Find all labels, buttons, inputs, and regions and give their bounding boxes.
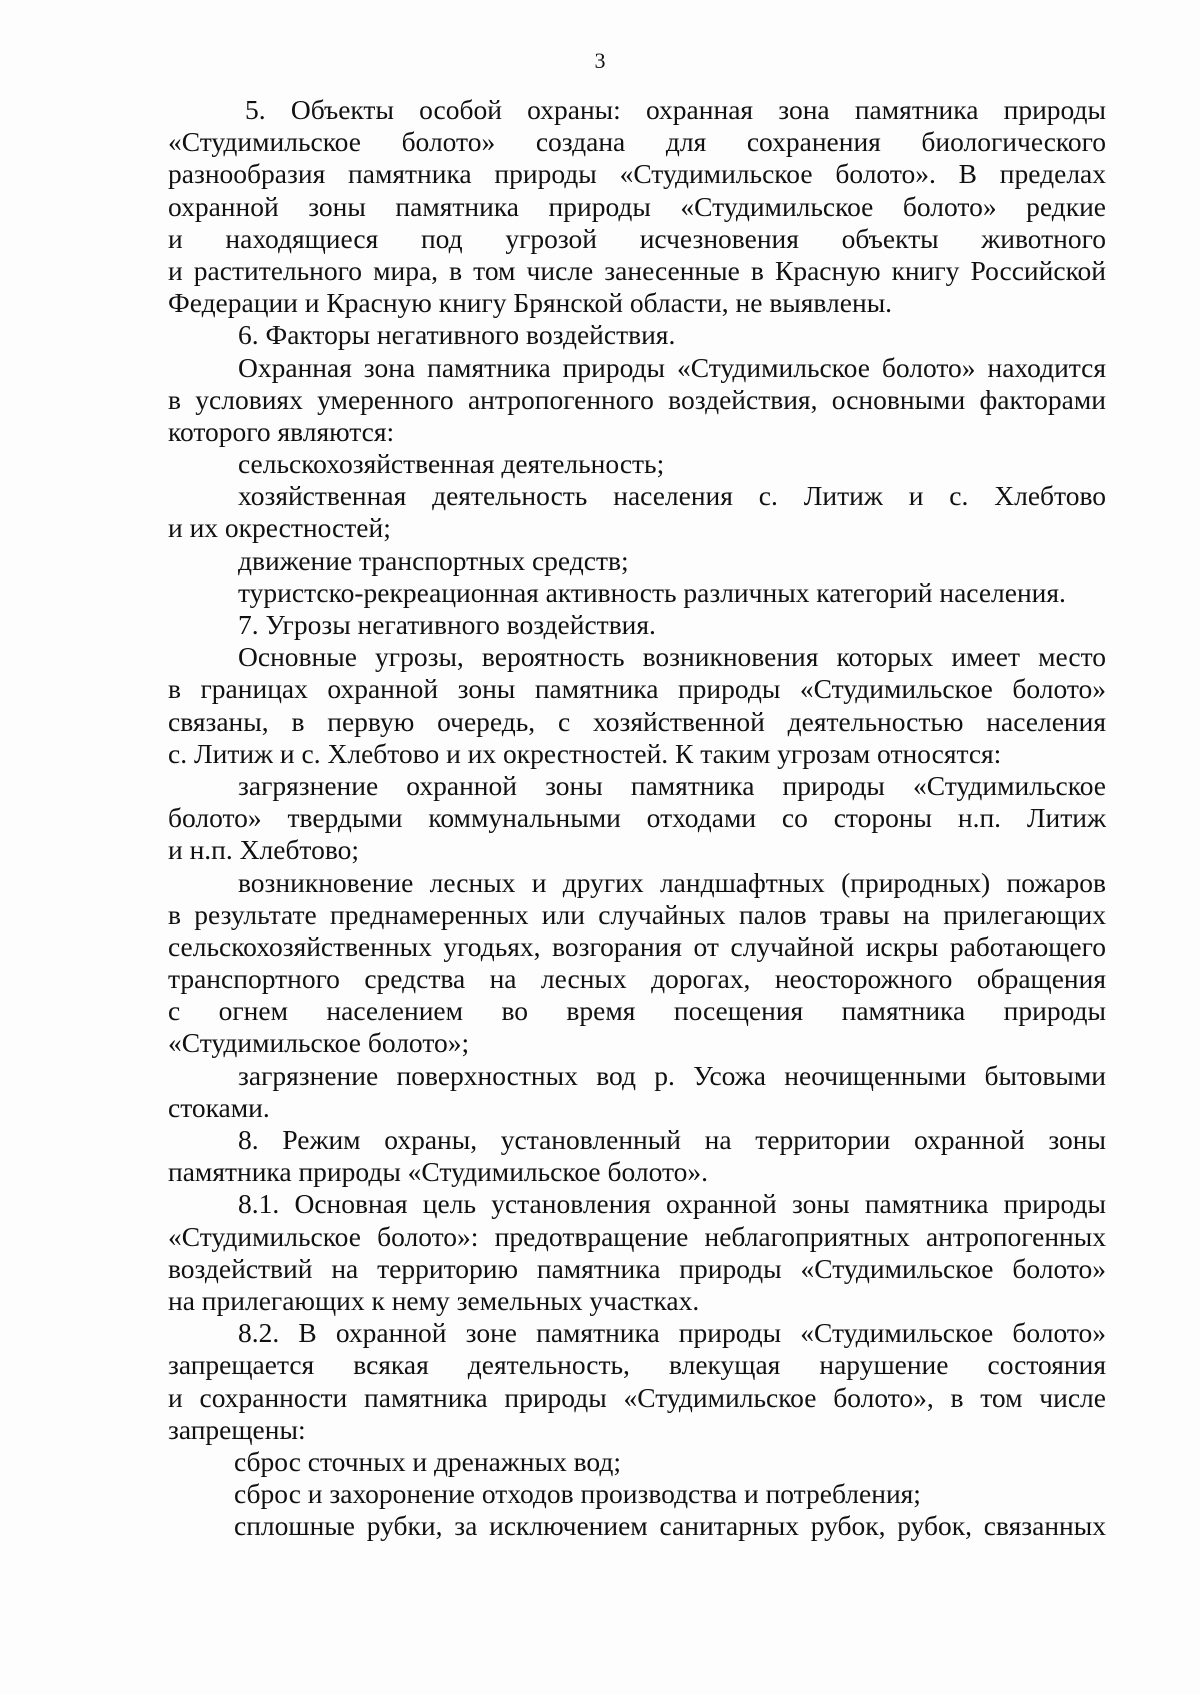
text-line: в условиях умеренного антропогенного воздействия, основными факторами [168, 383, 1106, 415]
text-line: и находящиеся под угрозой исчезновения объекты животного [168, 222, 1106, 254]
text-line: охранной зоны памятника природы «Студимильское болото» редкие [168, 190, 1106, 222]
text-line: 8.2. В охранной зоне памятника природы «Студимильское болото» [238, 1317, 1106, 1349]
text-line: связаны, в первую очередь, с хозяйственной деятельностью населения [168, 705, 1106, 737]
text-line: на прилегающих к нему земельных участках. [168, 1284, 700, 1316]
text-line: загрязнение поверхностных вод р. Усожа неочищенными бытовыми [238, 1059, 1106, 1091]
text-line: памятника природы «Студимильское болото». [168, 1156, 709, 1188]
text-line: болото» твердыми коммунальными отходами со стороны н.п. Литиж [168, 802, 1106, 834]
text-line: возникновение лесных и других ландшафтных (природных) пожаров [238, 866, 1106, 898]
text-line: 8.1. Основная цель установления охранной зоны памятника природы [238, 1188, 1106, 1220]
text-line: 7. Угрозы негативного воздействия. [238, 609, 656, 640]
text-line: Охранная зона памятника природы «Студимильское болото» находится [238, 351, 1106, 383]
text-line: и растительного мира, в том числе занесенные в Красную книгу Российской [168, 254, 1106, 286]
text-line: с. Литиж и с. Хлебтово и их окрестностей. К таким угрозам относятся: [168, 737, 1002, 769]
text-line: стоками. [168, 1091, 270, 1123]
text-line: загрязнение охранной зоны памятника природы «Студимильское [238, 769, 1106, 801]
text-line: сельскохозяйственная деятельность; [238, 448, 665, 480]
text-line: «Студимильское болото» создана для сохранения биологического [168, 126, 1106, 158]
text-line: сброс и захоронение отходов производства и потребления; [234, 1478, 921, 1510]
text-line: движение транспортных средств; [238, 544, 629, 576]
text-line: Федерации и Красную книгу Брянской области, не выявлены. [168, 287, 893, 319]
text-line: и н.п. Хлебтово; [168, 834, 360, 866]
text-line: сброс сточных и дренажных вод; [234, 1445, 622, 1477]
text-line: туристско-рекреационная активность различных категорий населения. [238, 576, 1066, 608]
text-line: 6. Факторы негативного воздействия. [238, 319, 676, 351]
text-line: запрещается всякая деятельность, влекущая нарушение состояния [168, 1349, 1106, 1381]
text-line: «Студимильское болото»: предотвращение неблагоприятных антропогенных [168, 1220, 1106, 1252]
text-line: 5. Объекты особой охраны: охранная зона памятника природы [245, 94, 1106, 125]
text-line: «Студимильское болото»; [168, 1027, 470, 1059]
text-line: 8. Режим охраны, установленный на территории охранной зоны [238, 1124, 1106, 1155]
text-line: и их окрестностей; [168, 512, 391, 544]
text-line: воздействий на территорию памятника природы «Студимильское болото» [168, 1252, 1106, 1284]
text-line: в границах охранной зоны памятника природы «Студимильское болото» [168, 673, 1106, 705]
text-line: транспортного средства на лесных дорогах, неосторожного обращения [168, 963, 1106, 995]
text-line: которого являются: [168, 415, 395, 447]
text-line: разнообразия памятника природы «Студимильское болото». В пределах [168, 158, 1106, 190]
text-line: Основные угрозы, вероятность возникновения которых имеет место [238, 641, 1106, 673]
text-line: с огнем населением во время посещения памятника природы [168, 995, 1106, 1027]
document-body [168, 94, 1106, 1542]
text-line: и сохранности памятника природы «Студимильское болото», в том числе [168, 1381, 1106, 1413]
text-line: сельскохозяйственных угодьях, возгорания от случайной искры работающего [168, 930, 1106, 962]
page-number: 3 [594, 48, 606, 73]
text-line: хозяйственная деятельность населения с. Литиж и с. Хлебтово [238, 480, 1106, 512]
text-line: в результате преднамеренных или случайных палов травы на прилегающих [168, 898, 1106, 930]
text-line: сплошные рубки, за исключением санитарных рубок, рубок, связанных [234, 1510, 1106, 1542]
text-line: запрещены: [168, 1413, 306, 1445]
